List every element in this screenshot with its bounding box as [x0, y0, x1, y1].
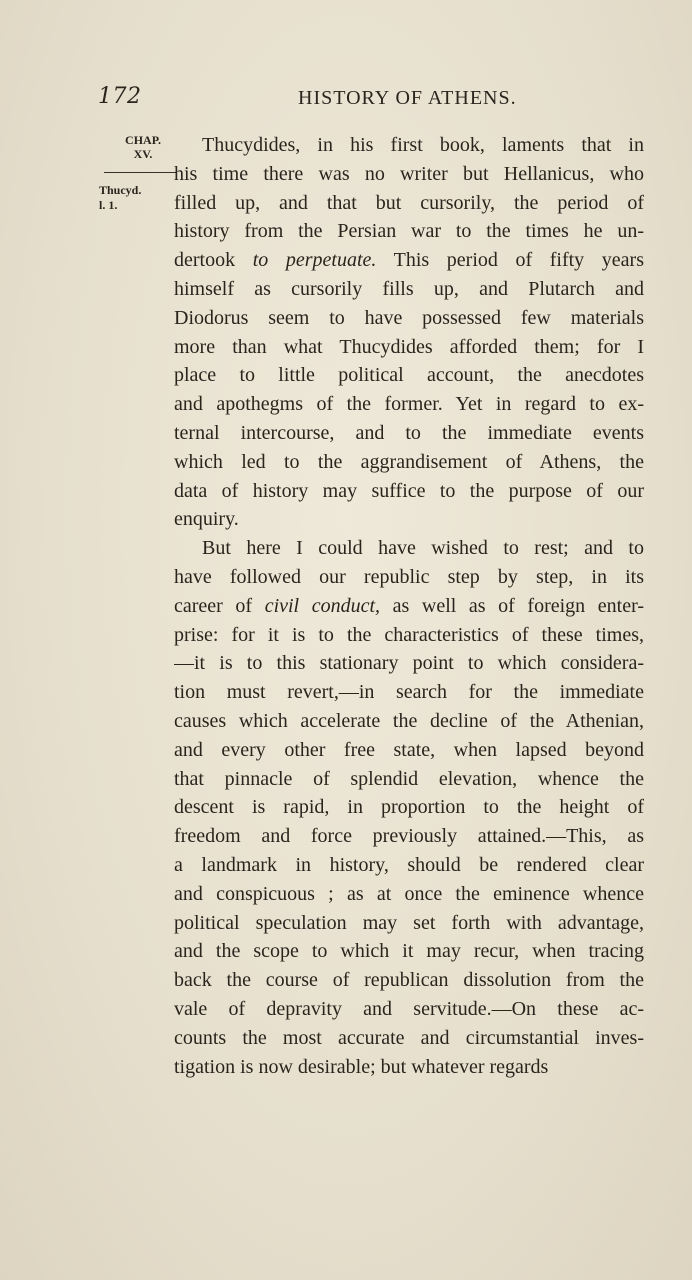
margin-ref-line1: Thucyd. — [99, 183, 142, 197]
text-line: and the scope to which it may recur, when tracing — [174, 940, 644, 963]
text-line: freedom and force previously attained.—This, as — [174, 825, 644, 848]
text-line: his time there was no writer but Hellanicus, who — [174, 162, 644, 185]
text-line: that pinnacle of splendid elevation, whence the — [174, 767, 644, 790]
text-line: tion must revert,—in search for the immediate — [174, 681, 644, 704]
margin-chapter-note — [113, 133, 173, 161]
italic-phrase: civil conduct, — [264, 594, 381, 617]
chapter-label: CHAP. — [125, 133, 161, 147]
chapter-number: XV. — [133, 147, 153, 161]
text-line: a landmark in history, should be rendered clear — [174, 853, 644, 876]
text-line: causes which accelerate the decline of the Athenian, — [174, 709, 644, 732]
margin-reference — [99, 183, 169, 213]
text-line: enquiry. — [174, 508, 239, 531]
italic-phrase: to perpetuate. — [252, 249, 377, 272]
text-line: have followed our republic step by step, in its — [174, 565, 644, 588]
text-line: tigation is now desirable; but whatever regards — [174, 1055, 549, 1078]
text-line: —it is to this stationary point to which considera- — [174, 652, 644, 675]
text-line: data of history may suffice to the purpose of our — [174, 479, 644, 502]
paragraph — [174, 131, 644, 534]
running-head: HISTORY OF ATHENS. — [298, 87, 517, 109]
text-line: which led to the aggrandisement of Athens, the — [174, 450, 644, 473]
text-line: and conspicuous ; as at once the eminence whence — [174, 882, 644, 905]
text-line: descent is rapid, in proportion to the height of — [174, 796, 644, 819]
text-line: more than what Thucydides afforded them; for I — [174, 335, 644, 358]
text-line: history from the Persian war to the times he un- — [174, 220, 644, 243]
text-line: and apothegms of the former. Yet in regard to ex- — [174, 393, 644, 416]
page-number: 172 — [98, 84, 142, 109]
text-line: Diodorus seem to have possessed few materials — [174, 306, 644, 329]
margin-ref-line2: l. 1. — [99, 198, 118, 212]
text-line: and every other free state, when lapsed beyond — [174, 738, 644, 761]
text-line: Thucydides, in his first book, laments that in — [202, 134, 644, 156]
text-line: career of civil conduct, as well as of foreign enter- — [174, 594, 644, 617]
body-text — [174, 131, 644, 1081]
text-line: vale of depravity and servitude.—On these ac- — [174, 997, 644, 1020]
text-line: back the course of republican dissolution from the — [174, 969, 644, 992]
text-line: ternal intercourse, and to the immediate events — [174, 421, 644, 444]
paragraph — [174, 534, 644, 1081]
text-line: political speculation may set forth with advantage, — [174, 911, 644, 934]
text-line: filled up, and that but cursorily, the period of — [174, 191, 644, 214]
text-line: prise: for it is to the characteristics of these times, — [174, 623, 644, 646]
text-line: dertook to perpetuate. This period of fifty years — [174, 249, 644, 272]
text-line: himself as cursorily fills up, and Plutarch and — [174, 277, 644, 300]
text-line: counts the most accurate and circumstantial inves- — [174, 1026, 644, 1049]
text-line: place to little political account, the anecdotes — [174, 364, 644, 387]
text-line: But here I could have wished to rest; and to — [202, 537, 644, 560]
margin-rule — [104, 172, 176, 173]
